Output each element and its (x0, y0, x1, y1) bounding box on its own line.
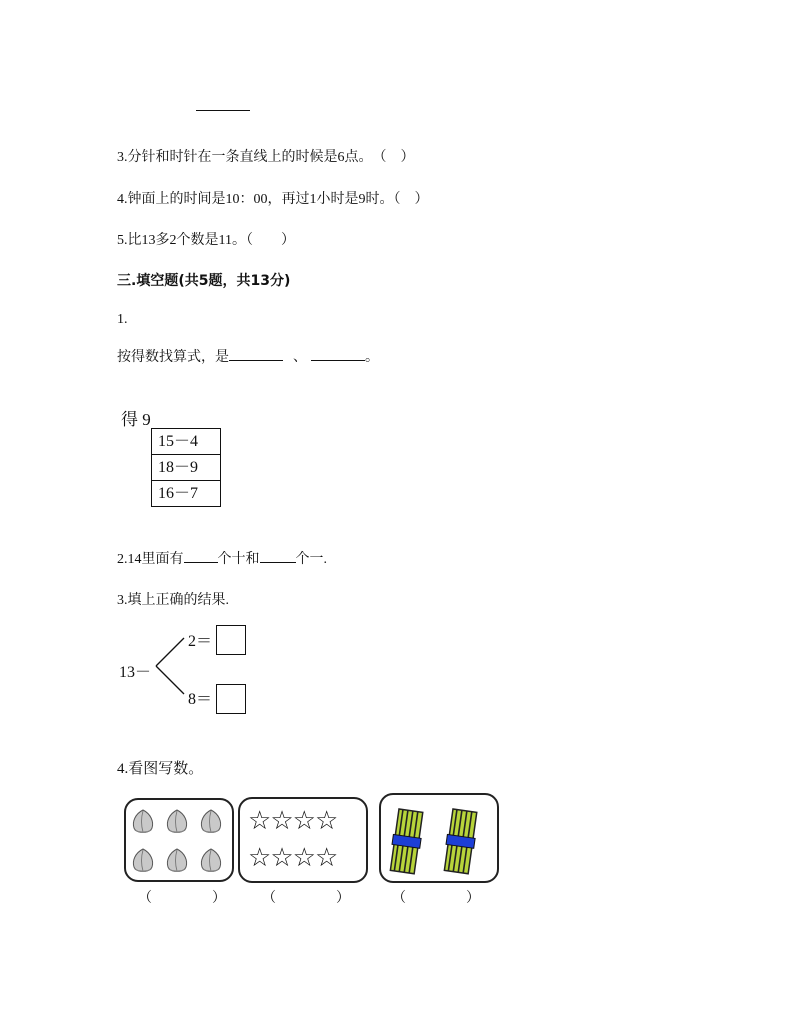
peach-panel (124, 798, 234, 882)
stick-bundle-icon (388, 809, 424, 874)
star-icon: ☆ (292, 843, 315, 873)
section-heading: 三.填空题(共5题，共13分) (117, 273, 291, 289)
expression-table (151, 428, 221, 507)
star-icon: ☆ (248, 843, 271, 873)
paren-open: （ (138, 891, 152, 906)
star-icon: ☆ (314, 806, 338, 836)
fill-q2-text-b: 个十和 (217, 552, 260, 567)
peach-icon (201, 849, 220, 872)
fill-q2-blank-ones[interactable] (260, 562, 296, 563)
fill-q3-text: 3.填上正确的结果. (117, 593, 229, 608)
answer-blank-top (196, 98, 250, 111)
peach-icon (133, 810, 152, 833)
fill-q1-prompt (117, 346, 379, 366)
star-icon: ☆ (292, 806, 315, 836)
peach-group (126, 800, 232, 880)
judge-q3: 3.分针和时针在一条直线上的时候是6点。 （ ） (117, 150, 415, 165)
branch-top-expression: 2＝ (188, 633, 213, 650)
fill-q4-text: 4.看图写数。 (117, 761, 204, 777)
judge-q4: 4.钟面上的时间是10：00，再过1小时是9时。（ ） (117, 192, 429, 207)
answer-paren-1[interactable] (138, 887, 238, 907)
star-panel (238, 797, 368, 883)
bundle-group (381, 795, 497, 881)
paren-open: （ (392, 891, 406, 906)
peach-icon (201, 810, 220, 833)
expression-cell: 16－7 (152, 481, 221, 507)
answer-paren-3[interactable] (392, 887, 492, 907)
star-row (248, 843, 337, 873)
fill-q1-blank-1[interactable] (229, 360, 283, 361)
star-icon: ☆ (314, 843, 338, 873)
fill-q1-prompt-text: 按得数找算式，是 (117, 350, 229, 365)
star-icon: ☆ (270, 806, 293, 836)
bundle-panel (379, 793, 499, 883)
fill-q2-text-c: 个一. (295, 552, 327, 567)
stick-bundle-icon (442, 809, 478, 874)
fill-q1-sep: 、 (293, 350, 307, 365)
judge-q5: 5.比13多2个数是11。（ ） (117, 233, 295, 248)
star-icon: ☆ (270, 843, 293, 873)
expression-cell: 15－4 (152, 429, 221, 455)
peach-icon (167, 810, 186, 833)
paren-close: ） (336, 891, 350, 906)
fill-q1-end: 。 (365, 350, 379, 365)
fill-q2-text-a: 2.14里面有 (117, 552, 184, 567)
branch-minuend: 13－ (119, 664, 152, 681)
fill-q2-blank-tens[interactable] (184, 562, 218, 563)
paren-close: ） (212, 891, 226, 906)
answer-box-top[interactable] (216, 625, 246, 655)
branch-bottom-expression: 8＝ (188, 691, 213, 708)
paren-open: （ (262, 891, 276, 906)
star-icon: ☆ (248, 806, 271, 836)
fill-q1-blank-2[interactable] (311, 360, 365, 361)
paren-close: ） (466, 891, 480, 906)
peach-icon (133, 849, 152, 872)
answer-paren-2[interactable] (262, 887, 362, 907)
expression-cell: 18－9 (152, 455, 221, 481)
answer-box-bottom[interactable] (216, 684, 246, 714)
fill-q1-label: 得 9 (121, 410, 151, 429)
fill-q1-number: 1. (117, 312, 128, 327)
fill-q2 (117, 548, 327, 568)
star-row (248, 806, 337, 836)
peach-icon (167, 849, 186, 872)
